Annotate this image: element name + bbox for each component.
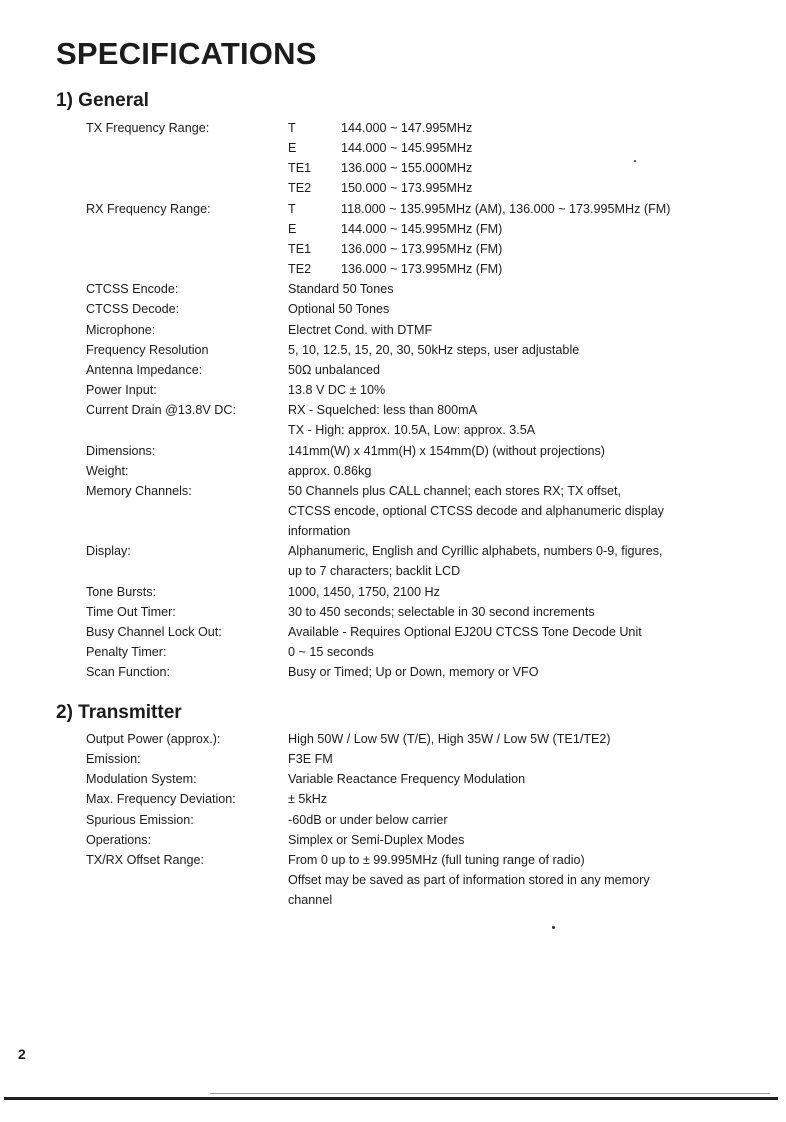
band-line: [288, 219, 746, 239]
band-range: 144.000 ~ 147.995MHz: [341, 121, 473, 135]
spec-label: Modulation System:: [86, 772, 197, 787]
spec-row-scan-function: [86, 662, 746, 682]
spec-row-busy-channel-lockout: [86, 622, 746, 642]
general-spec-table: [86, 118, 746, 682]
spec-label: Current Drain @13.8V DC:: [86, 403, 236, 418]
spec-label: Spurious Emission:: [86, 812, 194, 827]
value-line: From 0 up to ± 99.995MHz (full tuning range of radio): [288, 852, 585, 867]
spec-label: Antenna Impedance:: [86, 362, 203, 377]
band-range: 150.000 ~ 173.995MHz: [341, 181, 473, 196]
spec-row-dimensions: [86, 441, 746, 461]
spec-value: [288, 118, 746, 199]
spec-value: -60dB or under below carrier: [288, 812, 448, 827]
spec-value: Busy or Timed; Up or Down, memory or VFO: [288, 665, 539, 680]
spec-label: Frequency Resolution: [86, 342, 209, 357]
band-code: TE1: [288, 161, 312, 176]
spec-row-ctcss-decode: [86, 299, 746, 319]
spec-row-display: [86, 541, 746, 581]
spec-label: Tone Bursts:: [86, 584, 156, 599]
spec-label: CTCSS Encode:: [86, 282, 179, 297]
spec-label: Max. Frequency Deviation:: [86, 792, 236, 807]
band-range: 144.000 ~ 145.995MHz (FM): [341, 221, 503, 236]
spec-value: 30 to 450 seconds; selectable in 30 second increments: [288, 604, 595, 619]
scan-speck: [552, 926, 555, 929]
footer-rule: [4, 1097, 778, 1100]
band-line: [288, 138, 746, 158]
spec-value: F3E FM: [288, 752, 333, 767]
section-heading-transmitter: 2) Transmitter: [56, 702, 182, 723]
spec-row-tx-rx-offset-range: [86, 850, 746, 910]
spec-value: High 50W / Low 5W (T/E), High 35W / Low 5W (TE1/TE2): [288, 732, 611, 746]
value-line: Offset may be saved as part of information stored in any memory: [288, 873, 650, 888]
band-line: [288, 199, 746, 219]
spec-row-memory-channels: [86, 481, 746, 541]
spec-value: 1000, 1450, 1750, 2100 Hz: [288, 584, 440, 599]
band-range: 136.000 ~ 173.995MHz (FM): [341, 262, 503, 277]
band-code: TE2: [288, 262, 312, 277]
spec-row-operations: [86, 830, 746, 850]
spec-value: Optional 50 Tones: [288, 302, 390, 317]
spec-row-spurious-emission: [86, 810, 746, 830]
spec-row-power-input: [86, 380, 746, 400]
spec-label: Penalty Timer:: [86, 645, 167, 660]
value-line: CTCSS encode, optional CTCSS decode and alphanumeric display: [288, 503, 664, 518]
spec-value: 141mm(W) x 41mm(H) x 154mm(D) (without projections): [288, 443, 605, 458]
band-code: TE1: [288, 241, 312, 256]
spec-row-microphone: [86, 320, 746, 340]
footer-rule-thin: [210, 1093, 770, 1094]
spec-label: CTCSS Decode:: [86, 302, 180, 317]
spec-row-emission: [86, 749, 746, 769]
spec-label: TX/RX Offset Range:: [86, 852, 205, 867]
spec-value: [288, 400, 746, 440]
band-line: [288, 158, 746, 178]
value-line: up to 7 characters; backlit LCD: [288, 564, 461, 579]
transmitter-spec-table: [86, 729, 746, 910]
spec-value: ± 5kHz: [288, 792, 328, 807]
spec-label: Operations:: [86, 832, 152, 847]
band-code: E: [288, 141, 297, 156]
value-line: information: [288, 524, 351, 539]
spec-value: 5, 10, 12.5, 15, 20, 30, 50kHz steps, user adjustable: [288, 342, 580, 357]
spec-label: Memory Channels:: [86, 483, 192, 498]
band-range: 136.000 ~ 155.000MHz: [341, 161, 473, 176]
spec-row-penalty-timer: [86, 642, 746, 662]
spec-row-weight: [86, 461, 746, 481]
spec-row-time-out-timer: [86, 602, 746, 622]
spec-label: Weight:: [86, 463, 129, 478]
band-code: T: [288, 121, 296, 135]
spec-value: [288, 481, 746, 541]
spec-value: [288, 199, 746, 280]
spec-value: Available - Requires Optional EJ20U CTCSS Tone Decode Unit: [288, 624, 642, 639]
spec-label: Microphone:: [86, 322, 156, 337]
spec-row-tone-bursts: [86, 582, 746, 602]
band-line: [288, 259, 746, 279]
spec-label: Scan Function:: [86, 665, 171, 680]
spec-label: Emission:: [86, 752, 141, 767]
spec-value: 13.8 V DC ± 10%: [288, 383, 386, 398]
spec-value: Variable Reactance Frequency Modulation: [288, 772, 526, 787]
spec-row-antenna-impedance: [86, 360, 746, 380]
spec-label: Power Input:: [86, 383, 157, 398]
spec-value: 50Ω unbalanced: [288, 362, 381, 377]
spec-row-tx-frequency-range: [86, 118, 746, 199]
section-heading-general: 1) General: [56, 90, 149, 111]
value-line: RX - Squelched: less than 800mA: [288, 403, 478, 418]
spec-label: Dimensions:: [86, 443, 156, 458]
scan-speck: [634, 160, 636, 162]
spec-label: RX Frequency Range:: [86, 201, 211, 216]
page-number: 2: [18, 1046, 26, 1062]
spec-row-rx-frequency-range: [86, 199, 746, 280]
spec-label: Display:: [86, 544, 131, 559]
spec-row-max-frequency-deviation: [86, 789, 746, 809]
spec-label: Busy Channel Lock Out:: [86, 624, 222, 639]
band-line: [288, 118, 746, 138]
value-line: 50 Channels plus CALL channel; each stores RX; TX offset,: [288, 483, 621, 498]
spec-row-frequency-resolution: [86, 340, 746, 360]
spec-label: Output Power (approx.):: [86, 732, 221, 746]
spec-row-modulation-system: [86, 769, 746, 789]
band-code: E: [288, 221, 297, 236]
spec-value: Electret Cond. with DTMF: [288, 322, 433, 337]
spec-label: Time Out Timer:: [86, 604, 176, 619]
band-range: 118.000 ~ 135.995MHz (AM), 136.000 ~ 173.995MHz (FM): [341, 201, 671, 216]
spec-value: Standard 50 Tones: [288, 282, 394, 297]
band-range: 144.000 ~ 145.995MHz: [341, 141, 473, 156]
spec-value: 0 ~ 15 seconds: [288, 645, 374, 660]
band-code: T: [288, 201, 296, 216]
spec-label: TX Frequency Range:: [86, 121, 210, 135]
value-line: TX - High: approx. 10.5A, Low: approx. 3.5A: [288, 423, 536, 438]
value-line: channel: [288, 893, 333, 908]
band-line: [288, 239, 746, 259]
band-line: [288, 178, 746, 198]
page-title: SPECIFICATIONS: [56, 36, 317, 71]
band-range: 136.000 ~ 173.995MHz (FM): [341, 241, 503, 256]
spec-row-current-drain: [86, 400, 746, 440]
spec-value: Simplex or Semi-Duplex Modes: [288, 832, 465, 847]
spec-row-output-power: [86, 729, 746, 749]
band-code: TE2: [288, 181, 312, 196]
value-line: Alphanumeric, English and Cyrillic alphabets, numbers 0-9, figures,: [288, 544, 663, 559]
spec-value: [288, 541, 746, 581]
spec-value: approx. 0.86kg: [288, 463, 372, 478]
spec-value: [288, 850, 746, 910]
spec-row-ctcss-encode: [86, 279, 746, 299]
